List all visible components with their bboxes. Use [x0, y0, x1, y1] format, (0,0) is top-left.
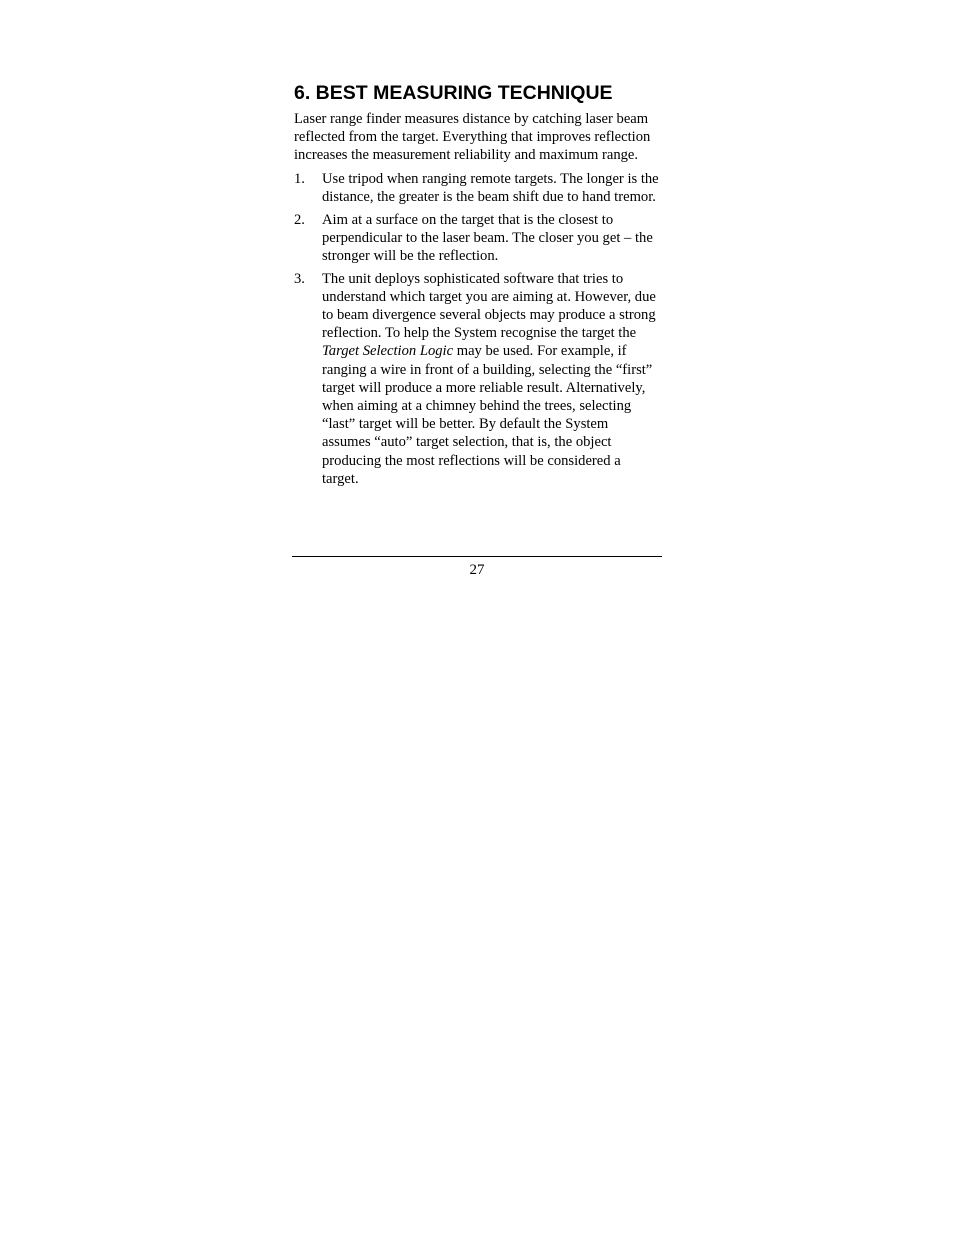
list-item-text: Aim at a surface on the target that is the closest to perpendicular to the laser beam. The closer you get – the stronger will be the reflection.: [322, 211, 653, 264]
section-heading: 6. BEST MEASURING TECHNIQUE: [294, 82, 613, 104]
list-item-text-end: may be used. For example, if ranging a wire in front of a building, selecting the “first” target will produce a more reliable result. Alternatively, when aiming at a chimney behind the trees, selecting “last” target will be better. By default the System assumes “auto” target selection, that is, the object producing the most reflections will be considered a target.: [322, 343, 653, 487]
target-selection-logic-term: Target Selection Logic: [322, 343, 454, 360]
list-item: [294, 170, 660, 206]
list-item-text: [322, 270, 660, 488]
list-item-number: 2.: [294, 211, 305, 228]
list-item-text-start: The unit deploys sophisticated software that tries to understand which target you are aiming at. However, due to beam divergence several objects may produce a strong reflection. To help the System recognise the target the: [322, 270, 656, 342]
list-item: [294, 270, 660, 488]
list-item-number: 3.: [294, 270, 305, 287]
list-item-text: Use tripod when ranging remote targets. The longer is the distance, the greater is the beam shift due to hand tremor.: [322, 170, 659, 205]
intro-paragraph: Laser range finder measures distance by catching laser beam reflected from the target. Everything that improves reflection increases the measurement reliability and maximum range.: [294, 111, 651, 164]
page-content: [294, 80, 660, 493]
page-number: 27: [469, 562, 485, 578]
list-item: [294, 211, 660, 266]
list-item-number: 1.: [294, 170, 305, 187]
footer-rule: [292, 556, 662, 557]
technique-list: [294, 170, 660, 488]
